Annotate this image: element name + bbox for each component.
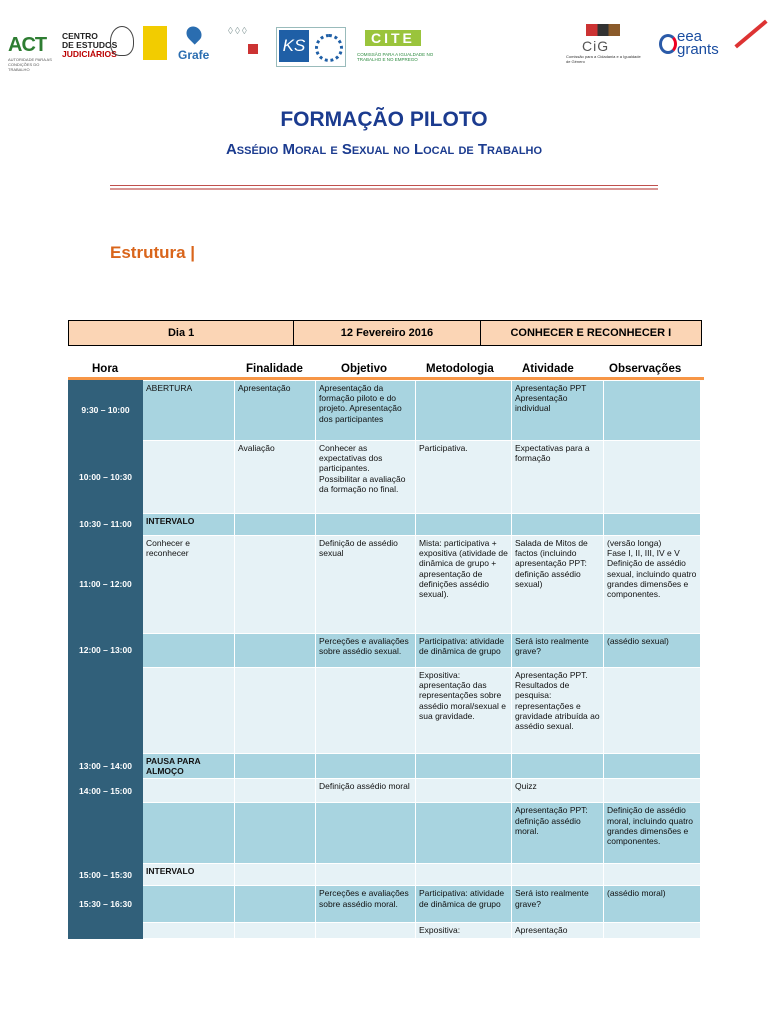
row-time: 15:30 – 16:30 <box>69 886 143 923</box>
column-headers <box>68 360 700 378</box>
row-time: 11:00 – 12:00 <box>69 536 143 634</box>
eea-line2: grants <box>677 41 719 58</box>
cej-line1: CENTRO <box>62 31 98 41</box>
row-time <box>69 668 143 754</box>
act-logo-tag: AUTORIDADE PARA AS CONDIÇÕES DO TRABALHO <box>8 57 52 72</box>
iscsp-logo-icon: ◊◊◊ <box>222 26 262 60</box>
ks-logo-word: KS <box>279 30 309 62</box>
row-activity: Será isto realmente grave? <box>512 886 604 923</box>
row-method <box>416 381 512 441</box>
corner-stripe-icon <box>734 20 767 49</box>
section-heading: Estrutura | <box>110 243 196 262</box>
cej-logo <box>62 32 117 59</box>
page-title: FORMAÇÃO PILOTO <box>280 108 488 131</box>
row-objective <box>316 754 416 779</box>
table-row <box>69 864 701 886</box>
row-activity <box>512 754 604 779</box>
cig-logo-word: CiG <box>582 38 610 54</box>
row-objective: Perceções e avaliações sobre assédio sexual. <box>316 634 416 668</box>
eea-swirl-icon <box>659 34 677 54</box>
day-theme: CONHECER E RECONHECER I <box>510 327 672 339</box>
row-method: Expositiva: apresentação das representações sobre assédio moral/sexual e sua gravidade. <box>416 668 512 754</box>
row-section: INTERVALO <box>143 864 235 886</box>
act-logo <box>8 34 60 72</box>
table-row <box>69 886 701 923</box>
row-objective: Apresentação da formação piloto e do projeto. Apresentação dos participantes <box>316 381 416 441</box>
row-method: Participativa: atividade de dinâmica de grupo <box>416 634 512 668</box>
row-notes <box>604 923 701 938</box>
grafe-drop-icon <box>183 23 204 44</box>
cej-line2: DE ESTUDOS <box>62 40 118 50</box>
cej-line3: JUDICIÁRIOS <box>62 49 117 59</box>
row-purpose: Apresentação <box>235 381 316 441</box>
cite-logo-word: CITE <box>365 30 421 46</box>
bar-association-seal-icon <box>110 26 134 56</box>
row-purpose <box>235 803 316 864</box>
row-notes <box>604 754 701 779</box>
row-activity: Salada de Mitos de factos (incluindo apresentação PPT: definição assédio sexual) <box>512 536 604 634</box>
row-time: 13:00 – 14:00 <box>69 754 143 779</box>
day-label: Dia 1 <box>69 321 294 345</box>
row-objective <box>316 803 416 864</box>
row-notes <box>604 779 701 803</box>
divider <box>110 185 658 186</box>
row-objective: Definição assédio moral <box>316 779 416 803</box>
row-method <box>416 803 512 864</box>
schedule-table <box>68 380 701 939</box>
cite-logo-tag: COMISSÃO PARA A IGUALDADE NO TRABALHO E NO EMPREGO <box>357 52 434 62</box>
row-time <box>69 803 143 864</box>
row-purpose <box>235 923 316 938</box>
row-objective <box>316 923 416 938</box>
grafe-logo: Grafe <box>178 48 210 62</box>
logo-bar <box>0 22 768 72</box>
row-section <box>143 441 235 514</box>
cite-logo <box>357 30 432 60</box>
table-row <box>69 923 701 938</box>
row-method <box>416 514 512 536</box>
row-purpose <box>235 779 316 803</box>
table-row <box>69 668 701 754</box>
row-time: 10:30 – 11:00 <box>69 514 143 536</box>
day-date: 12 Fevereiro 2016 <box>294 321 480 345</box>
row-objective <box>316 514 416 536</box>
row-purpose <box>235 864 316 886</box>
row-section <box>143 923 235 938</box>
table-row <box>69 441 701 514</box>
table-row <box>69 803 701 864</box>
divider <box>110 188 658 190</box>
row-notes: (assédio sexual) <box>604 634 701 668</box>
row-purpose: Avaliação <box>235 441 316 514</box>
row-time: 15:00 – 15:30 <box>69 864 143 886</box>
table-row <box>69 754 701 779</box>
row-notes <box>604 441 701 514</box>
col-finalidade: Finalidade <box>246 363 303 375</box>
row-objective: Perceções e avaliações sobre assédio moral. <box>316 886 416 923</box>
row-purpose <box>235 634 316 668</box>
row-notes <box>604 381 701 441</box>
row-activity <box>512 514 604 536</box>
row-section <box>143 779 235 803</box>
row-objective <box>316 864 416 886</box>
row-time: 10:00 – 10:30 <box>69 441 143 514</box>
row-method <box>416 754 512 779</box>
row-activity: Será isto realmente grave? <box>512 634 604 668</box>
row-purpose <box>235 886 316 923</box>
table-row <box>69 779 701 803</box>
row-notes <box>604 668 701 754</box>
row-section <box>143 803 235 864</box>
col-atividade: Atividade <box>522 363 574 375</box>
col-metodologia: Metodologia <box>426 363 494 375</box>
cig-bar-icon <box>586 24 620 36</box>
row-notes <box>604 864 701 886</box>
row-section <box>143 668 235 754</box>
row-activity: Apresentação PPT. Resultados de pesquisa: representações e gravidade atribuída ao assédio sexual. <box>512 668 604 754</box>
row-objective: Conhecer as expectativas dos participantes. Possibilitar a avaliação da formação no final. <box>316 441 416 514</box>
eea-grants-logo <box>653 22 763 68</box>
row-section: ABERTURA <box>143 381 235 441</box>
cig-logo <box>566 22 646 62</box>
ks-logo <box>276 27 346 67</box>
row-notes <box>604 514 701 536</box>
table-row <box>69 514 701 536</box>
col-observacoes: Observações <box>609 363 682 375</box>
row-activity: Apresentação <box>512 923 604 938</box>
row-objective: Definição de assédio sexual <box>316 536 416 634</box>
row-notes: (assédio moral) <box>604 886 701 923</box>
row-time <box>69 923 143 938</box>
row-section: Conhecer e reconhecer <box>143 536 235 634</box>
row-method: Participativa: atividade de dinâmica de grupo <box>416 886 512 923</box>
row-method <box>416 779 512 803</box>
row-activity: Apresentação PPT: definição assédio moral. <box>512 803 604 864</box>
row-time: 9:30 – 10:00 <box>69 381 143 441</box>
row-section: PAUSA PARA ALMOÇO <box>143 754 235 779</box>
row-purpose <box>235 668 316 754</box>
row-time: 12:00 – 13:00 <box>69 634 143 668</box>
act-logo-word: ACT <box>8 34 47 56</box>
row-method: Mista: participativa + expositiva (atividade de dinâmica de grupo + apresentação de definições assédio sexual). <box>416 536 512 634</box>
col-objetivo: Objetivo <box>341 363 388 375</box>
day-header <box>68 320 702 346</box>
row-notes: Definição de assédio moral, incluindo quatro grandes dimensões e componentes. <box>604 803 701 864</box>
row-activity: Quizz <box>512 779 604 803</box>
row-method <box>416 864 512 886</box>
eea-line1: eea <box>677 28 703 45</box>
row-notes: (versão longa) Fase I, II, III, IV e V Definição de assédio sexual, incluindo quatro grandes dimensões e componentes. <box>604 536 701 634</box>
row-activity: Apresentação PPT Apresentação individual <box>512 381 604 441</box>
row-objective <box>316 668 416 754</box>
row-activity: Expectativas para a formação <box>512 441 604 514</box>
table-row <box>69 381 701 441</box>
row-section <box>143 886 235 923</box>
cig-logo-tag: Comissão para a Cidadania e a Igualdade de Género <box>566 54 641 64</box>
table-row <box>69 634 701 668</box>
row-method: Participativa. <box>416 441 512 514</box>
row-purpose <box>235 754 316 779</box>
col-hora: Hora <box>92 363 119 375</box>
table-row <box>69 536 701 634</box>
row-method: Expositiva: <box>416 923 512 938</box>
row-purpose <box>235 536 316 634</box>
row-time: 14:00 – 15:00 <box>69 779 143 803</box>
row-section <box>143 634 235 668</box>
row-section: INTERVALO <box>143 514 235 536</box>
row-purpose <box>235 514 316 536</box>
row-activity <box>512 864 604 886</box>
eu-stars-icon <box>315 34 343 62</box>
lisboa-crest-icon <box>143 26 167 60</box>
page-subtitle: Assédio Moral e Sexual no Local de Trabalho <box>225 141 543 158</box>
